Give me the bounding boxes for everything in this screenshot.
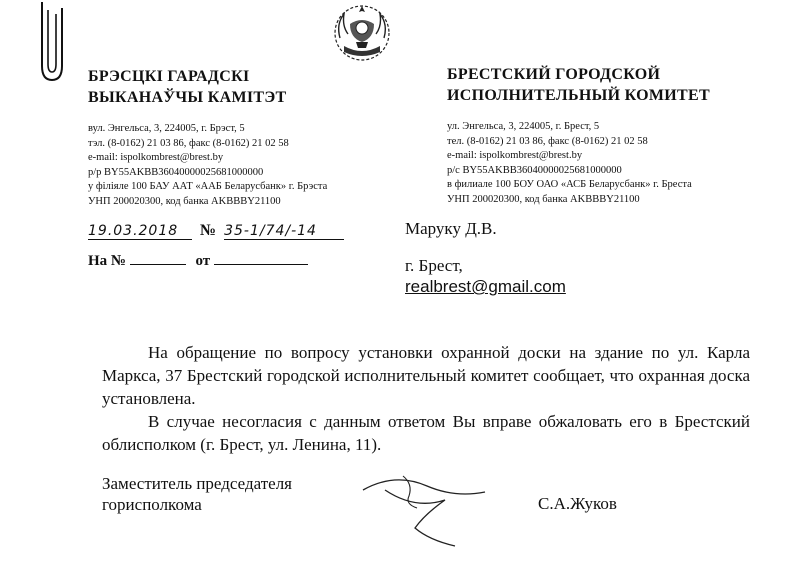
- incoming-date-label: от: [195, 253, 211, 269]
- recipient-email[interactable]: realbrest@gmail.com: [405, 277, 566, 296]
- address: ул. Энгельса, 3, 224005, г. Брест, 5: [447, 121, 600, 132]
- org-name-line: БРЭСЦКІ ГАРАДСКІ: [88, 68, 250, 85]
- unp: УНП 200020300, код банка AKBBBY21100: [447, 193, 640, 205]
- paper-clip-mark: [30, 0, 74, 84]
- org-name-russian: [447, 64, 710, 106]
- org-name-line: БРЕСТСКИЙ ГОРОДСКОЙ: [447, 66, 661, 83]
- unp: УНП 200020300, код банка AKBBBY21100: [88, 195, 281, 207]
- org-name-line: ИСПОЛНИТЕЛЬНЫЙ КОМИТЕТ: [447, 87, 710, 104]
- position-line: Заместитель председателя: [102, 474, 292, 493]
- bank-name: у філіяле 100 БАУ ААТ «ААБ Беларусбанк» г. Брэста: [88, 181, 328, 193]
- position-line: горисполкома: [102, 495, 202, 514]
- recipient-city: г. Брест,: [405, 256, 463, 275]
- outgoing-number: 35-1/74/-14: [224, 223, 344, 240]
- phones: тэл. (8-0162) 21 03 86, факс (8-0162) 21 02 58: [88, 137, 289, 149]
- requisites-russian: [447, 120, 692, 208]
- body-paragraph: На обращение по вопросу установки охранной доски на здание по ул. Карла Маркса, 37 Брестский городской исполнительный комитет сообщает, что охранная доска установлена.: [102, 343, 750, 408]
- recipient-name: Маруку Д.В.: [405, 219, 497, 238]
- incoming-number-label: На №: [88, 253, 126, 269]
- incoming-number-blank: [130, 252, 186, 265]
- phones: тел. (8-0162) 21 03 86, факс (8-0162) 21 02 58: [447, 135, 648, 147]
- signer-position: [102, 473, 292, 515]
- body-paragraph: В случае несогласия с данным ответом Вы вправе обжаловать его в Брестский облисполком (г. Брест, ул. Ленина, 11).: [102, 412, 750, 454]
- email: e-mail: ispolkombrest@brest.by: [88, 152, 224, 164]
- number-label: №: [200, 222, 217, 239]
- bank-account: р/р BY55AKBB36040000025681000000: [88, 166, 264, 178]
- org-name-line: ВЫКАНАЎЧЫ КАМІТЭТ: [88, 89, 287, 106]
- address: вул. Энгельса, 3, 224005, г. Брэст, 5: [88, 123, 245, 134]
- bank-account: р/с BY55AKBB36040000025681000000: [447, 164, 622, 176]
- incoming-reference: [88, 252, 308, 270]
- letter-body: [102, 341, 750, 456]
- signer-name: С.А.Жуков: [538, 494, 617, 513]
- email: e-mail: ispolkombrest@brest.by: [447, 150, 583, 162]
- handwritten-signature: [355, 470, 505, 550]
- bank-name: в филиале 100 БОУ ОАО «АСБ Беларусбанк» г. Бреста: [447, 179, 692, 191]
- state-emblem-icon: [330, 2, 394, 64]
- outgoing-reference: [88, 222, 344, 240]
- outgoing-date: 19.03.2018: [88, 223, 192, 240]
- incoming-date-blank: [214, 252, 308, 265]
- org-name-belarusian: [88, 66, 287, 108]
- requisites-belarusian: [88, 122, 327, 210]
